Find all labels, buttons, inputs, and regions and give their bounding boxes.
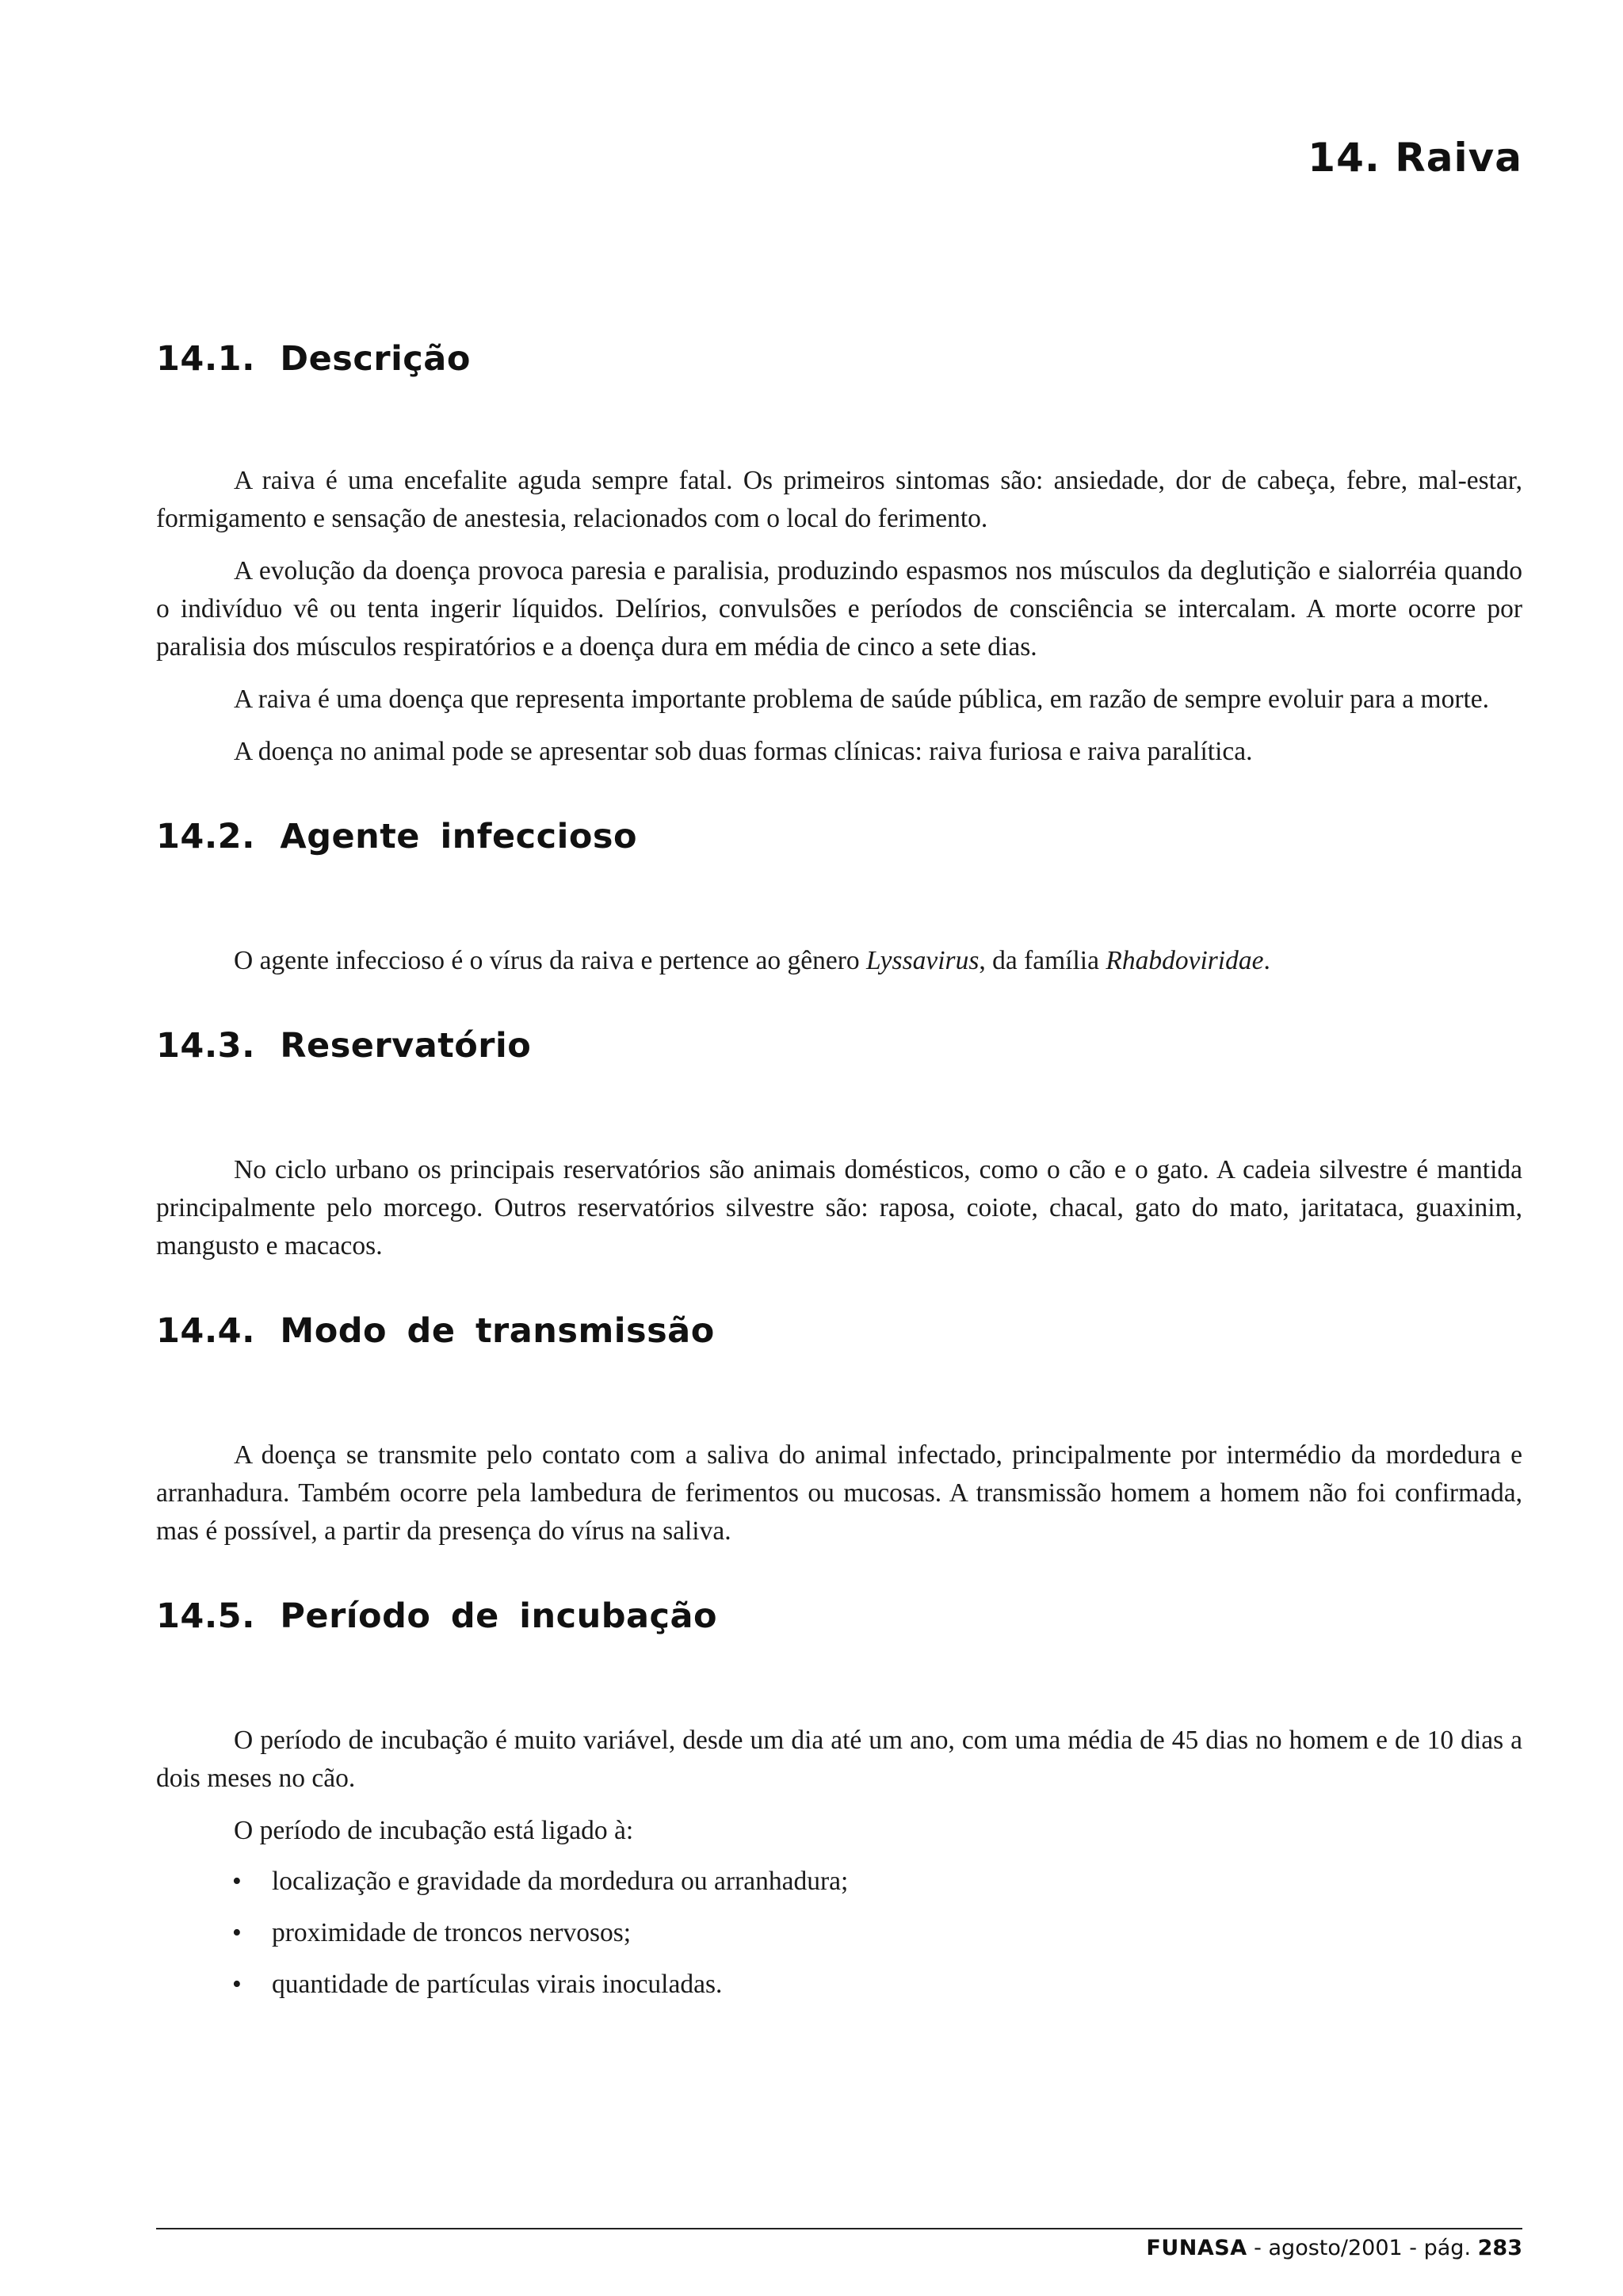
section-number: 14.2. bbox=[156, 817, 255, 856]
paragraph: A doença se transmite pelo contato com a saliva do animal infectado, principalmente por intermédio da mordedura e arranhadura. Também ocorre pela lambedura de ferimentos ou mucosas. A transmissão homem a homem não foi confirmada, mas é possível, a partir da presença do vírus na saliva. bbox=[156, 1440, 1522, 1546]
section-descricao bbox=[156, 339, 1522, 771]
paragraph: A evolução da doença provoca paresia e paralisia, produzindo espasmos nos músculos da deglutição e sialorréia quando o indivíduo vê ou tenta ingerir líquidos. Delírios, convulsões e períodos de consciência se intercalam. A morte ocorre por paralisia dos músculos respiratórios e a doença dura em média de cinco a sete dias. bbox=[156, 556, 1522, 662]
bullet-icon: • bbox=[232, 1918, 242, 1947]
section-heading bbox=[156, 1311, 1522, 1351]
footer-divider bbox=[156, 2228, 1522, 2229]
section-number: 14.3. bbox=[156, 1026, 255, 1066]
paragraph-text: . bbox=[1263, 946, 1270, 975]
paragraph-text: , da família bbox=[979, 946, 1106, 975]
bullet-icon: • bbox=[232, 1970, 242, 1999]
paragraph: A doença no animal pode se apresentar sob duas formas clínicas: raiva furiosa e raiva paralítica. bbox=[234, 737, 1253, 766]
page-number: 283 bbox=[1477, 2236, 1522, 2260]
list-item-text: proximidade de troncos nervosos; bbox=[272, 1918, 632, 1947]
section-title: Descrição bbox=[280, 339, 471, 379]
section-heading bbox=[156, 817, 1522, 856]
section-title: Período de incubação bbox=[280, 1596, 718, 1636]
section-periodo-de-incubacao bbox=[156, 1596, 1522, 2004]
section-number: 14.1. bbox=[156, 339, 255, 379]
bullet-list bbox=[156, 1863, 1522, 2004]
section-title: Reservatório bbox=[280, 1026, 532, 1066]
list-item-text: quantidade de partículas virais inoculadas. bbox=[272, 1970, 723, 1999]
section-number: 14.4. bbox=[156, 1311, 255, 1351]
genus-name: Lyssavirus bbox=[866, 946, 980, 975]
footer-org: FUNASA bbox=[1146, 2236, 1247, 2260]
section-modo-de-transmissao bbox=[156, 1311, 1522, 1550]
page-footer bbox=[1146, 2236, 1522, 2260]
footer-separator: - bbox=[1247, 2236, 1269, 2260]
paragraph bbox=[156, 942, 1522, 980]
footer-date: agosto/2001 bbox=[1268, 2236, 1403, 2260]
chapter-title: 14. Raiva bbox=[1308, 135, 1522, 181]
section-title: Modo de transmissão bbox=[280, 1311, 715, 1351]
list-item-text: localização e gravidade da mordedura ou arranhadura; bbox=[272, 1867, 849, 1896]
section-number: 14.5. bbox=[156, 1596, 255, 1636]
footer-page-label: pág. bbox=[1423, 2236, 1478, 2260]
paragraph: A raiva é uma doença que representa importante problema de saúde pública, em razão de sempre evoluir para a morte. bbox=[234, 685, 1490, 714]
list-item bbox=[156, 1914, 1522, 1952]
section-heading bbox=[156, 1596, 1522, 1636]
list-item bbox=[156, 1966, 1522, 2004]
paragraph: O período de incubação é muito variável, desde um dia até um ano, com uma média de 45 dias no homem e de 10 dias a dois meses no cão. bbox=[156, 1726, 1522, 1793]
paragraph: No ciclo urbano os principais reservatórios são animais domésticos, como o cão e o gato. A cadeia silvestre é mantida principalmente pelo morcego. Outros reservatórios silvestre são: raposa, coiote, chacal, gato do mato, jaritataca, guaxinim, mangusto e macacos. bbox=[156, 1155, 1522, 1261]
family-name: Rhabdoviridae bbox=[1106, 946, 1264, 975]
paragraph: O período de incubação está ligado à: bbox=[234, 1816, 634, 1845]
section-heading bbox=[156, 339, 1522, 379]
section-heading bbox=[156, 1026, 1522, 1066]
section-agente-infeccioso bbox=[156, 817, 1522, 980]
footer-separator: - bbox=[1402, 2236, 1424, 2260]
content-body bbox=[156, 339, 1522, 2017]
section-title: Agente infeccioso bbox=[280, 817, 638, 856]
bullet-icon: • bbox=[232, 1867, 242, 1896]
paragraph-text: O agente infeccioso é o vírus da raiva e pertence ao gênero bbox=[234, 946, 867, 975]
section-reservatorio bbox=[156, 1026, 1522, 1265]
list-item bbox=[156, 1863, 1522, 1901]
paragraph: A raiva é uma encefalite aguda sempre fatal. Os primeiros sintomas são: ansiedade, dor de cabeça, febre, mal-estar, formigamento e sensação de anestesia, relacionados com o local do ferimento. bbox=[156, 466, 1522, 533]
